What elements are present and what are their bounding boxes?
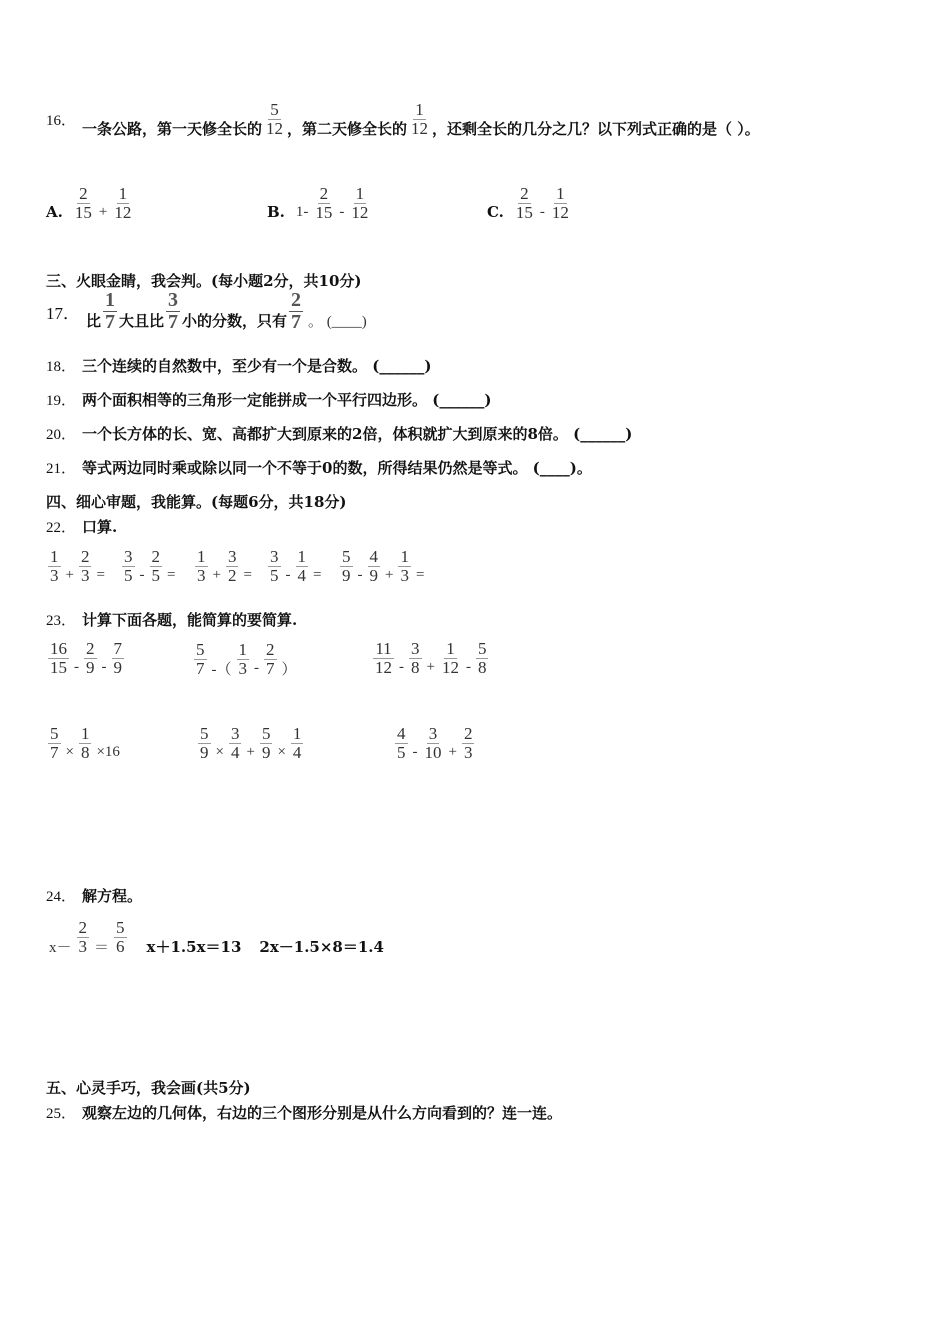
denominator: 4 [230, 742, 240, 762]
numerator: 1 [297, 547, 306, 566]
equation-2: x＋1.5x＝13 [146, 938, 242, 956]
fraction [77, 919, 90, 956]
fraction [48, 548, 61, 585]
question-19 [46, 389, 491, 410]
expr-text: × [215, 743, 224, 760]
fraction [237, 641, 250, 678]
fraction [514, 185, 535, 222]
expr-text: 。 (____) [308, 314, 367, 330]
section-4-heading: 四、细心审题，我能算。(每题6分，共18分) [46, 493, 347, 511]
fraction [79, 725, 92, 762]
numerator: 3 [411, 639, 420, 658]
fraction [226, 548, 239, 585]
numerator: 4 [369, 547, 378, 566]
expr-text: + [448, 743, 457, 760]
numerator: 1 [355, 184, 365, 203]
expr-text: = [96, 566, 105, 583]
denominator: 8 [411, 657, 420, 677]
expr-text: ，第二天修全长的 [287, 120, 408, 138]
expr-text: - [339, 203, 345, 220]
oral-expr [46, 548, 108, 585]
denominator: 3 [78, 937, 88, 956]
numerator: 1 [415, 100, 424, 120]
expr-text: - [74, 658, 79, 675]
option-a[interactable] [46, 185, 135, 222]
denominator: 3 [400, 565, 409, 585]
fraction [112, 185, 133, 222]
calc-expr [192, 640, 300, 679]
denominator: 7 [168, 311, 179, 333]
expr-text: + [426, 658, 435, 675]
question-number: 23． [46, 613, 77, 629]
question-number: 22． [46, 520, 77, 536]
expr-text: = [415, 566, 425, 583]
numerator: 1 [292, 724, 302, 743]
expr-text: ，还剩全长的几分之几？以下列式正确的是（ ）。 [432, 120, 760, 138]
numerator: 5 [477, 639, 487, 658]
expr-text: - [285, 566, 291, 583]
denominator: 5 [397, 742, 406, 762]
option-c[interactable] [487, 185, 573, 222]
denominator: 9 [200, 742, 209, 762]
fraction [409, 640, 422, 677]
numerator: 1 [400, 547, 409, 566]
numerator: 3 [270, 547, 279, 566]
expr-text: - [399, 658, 404, 675]
numerator: 2 [520, 184, 529, 203]
numerator: 3 [230, 724, 240, 743]
fraction [550, 185, 571, 222]
expr-text: + [246, 743, 255, 760]
section-5-heading: 五、心灵手巧，我会画(共5分) [46, 1079, 251, 1097]
denominator: 4 [292, 742, 302, 762]
numerator: 2 [319, 184, 329, 203]
calc-expr [46, 725, 123, 762]
numerator: 2 [291, 289, 302, 311]
numerator: 5 [270, 100, 279, 120]
numerator: 2 [86, 639, 95, 658]
expr-text: - [539, 203, 545, 220]
question-24 [46, 885, 142, 906]
fraction [373, 640, 394, 677]
fraction [313, 185, 334, 222]
fraction [114, 919, 127, 956]
fraction [462, 725, 475, 762]
numerator: 5 [200, 724, 209, 743]
question-text: 一个长方体的长、宽、高都扩大到原来的2倍，体积就扩大到原来的8倍。 (______) [82, 425, 633, 443]
fraction [260, 725, 273, 762]
expr-text: ×16 [96, 743, 120, 760]
denominator: 3 [463, 742, 473, 762]
numerator: 5 [196, 640, 205, 660]
numerator: 1 [80, 724, 90, 743]
denominator: 9 [86, 657, 95, 677]
fraction [268, 548, 281, 585]
question-text: 三个连续的自然数中，至少有一个是合数。 (______) [82, 357, 432, 375]
denominator: 12 [351, 202, 369, 222]
denominator: 3 [238, 659, 247, 678]
section-3-heading: 三、火眼金睛，我会判。(每小题2分，共10分) [46, 272, 362, 290]
option-expr [512, 185, 573, 222]
numerator: 5 [116, 918, 125, 938]
denominator: 2 [227, 565, 237, 585]
denominator: 9 [113, 657, 122, 677]
numerator: 5 [342, 547, 351, 566]
question-18 [46, 355, 431, 376]
expr-text: - [357, 566, 363, 583]
fraction [440, 640, 461, 677]
denominator: 3 [50, 565, 59, 585]
option-expr [71, 185, 135, 222]
fraction [84, 640, 97, 677]
oral-expr [266, 548, 324, 585]
question-text: 计算下面各题，能简算的要简算. [82, 611, 298, 629]
question-17-text [86, 290, 370, 333]
fraction [264, 641, 277, 678]
denominator: 7 [105, 311, 116, 333]
fraction [264, 101, 285, 138]
numerator: 1 [50, 547, 59, 566]
fraction [395, 725, 408, 762]
question-number: 19． [46, 393, 77, 409]
numerator: 11 [375, 639, 392, 658]
fraction [48, 725, 61, 762]
denominator: 12 [441, 657, 459, 677]
denominator: 4 [297, 565, 306, 585]
denominator: 5 [151, 565, 160, 585]
denominator: 9 [369, 565, 378, 585]
denominator: 7 [266, 659, 275, 678]
denominator: 15 [74, 202, 92, 222]
oral-expr [193, 548, 255, 585]
expr-text: 1- [295, 203, 309, 220]
fraction [398, 548, 411, 585]
question-16 [46, 100, 760, 139]
fraction [349, 185, 370, 222]
expr-text: - [465, 658, 471, 675]
fraction [476, 640, 489, 677]
fraction [48, 640, 69, 677]
expr-text: ） [281, 662, 297, 678]
fraction [198, 725, 211, 762]
denominator: 3 [80, 565, 90, 585]
question-number: 24． [46, 889, 77, 905]
question-text: 两个面积相等的三角形一定能拼成一个平行四边形。 (______) [82, 391, 492, 409]
option-label: A. [46, 203, 63, 222]
denominator: 5 [124, 565, 133, 585]
numerator: 1 [238, 640, 247, 660]
numerator: 2 [463, 724, 473, 743]
denominator: 12 [375, 657, 392, 677]
denominator: 15 [315, 202, 333, 222]
question-text: 等式两边同时乘或除以同一个不等于0的数，所得结果仍然是等式。 (____)。 [82, 459, 592, 477]
fraction [423, 725, 444, 762]
expr-text: + [98, 203, 108, 220]
expr-text: - [412, 743, 418, 760]
expr-text: x－ [49, 940, 72, 956]
equation-1 [46, 918, 129, 957]
fraction [73, 185, 94, 222]
question-number: 21． [46, 461, 77, 477]
denominator: 5 [270, 565, 279, 585]
oral-expr [338, 548, 427, 585]
expr-text: 小的分数，只有 [182, 312, 288, 330]
expr-text: = [167, 566, 176, 583]
numerator: 2 [79, 184, 88, 203]
oral-expr [120, 548, 178, 585]
question-23 [46, 609, 297, 630]
question-text: 观察左边的几何体，右边的三个图形分别是从什么方向看到的？连一连。 [82, 1104, 563, 1122]
question-text: 口算. [82, 518, 118, 536]
expr-text: -（ [211, 662, 232, 678]
question-number: 20． [46, 427, 77, 443]
numerator: 2 [151, 547, 160, 566]
numerator: 5 [50, 724, 59, 743]
fraction [340, 548, 353, 585]
option-b[interactable] [267, 185, 372, 222]
question-number: 16． [46, 113, 77, 129]
option-label: C. [487, 203, 504, 222]
option-expr [293, 185, 373, 222]
denominator: 15 [50, 657, 67, 677]
numerator: 1 [556, 184, 565, 203]
question-number: 18． [46, 359, 77, 375]
question-16-text [82, 100, 760, 139]
equations [46, 918, 384, 957]
numerator: 3 [168, 289, 179, 311]
fraction [103, 290, 117, 333]
expr-text: - [139, 566, 145, 583]
question-22 [46, 516, 117, 537]
fraction [291, 725, 304, 762]
fraction [296, 548, 309, 585]
question-text: 解方程。 [82, 887, 143, 905]
expr-text: × [277, 743, 286, 760]
denominator: 12 [114, 202, 132, 222]
fraction [289, 290, 303, 333]
numerator: 1 [197, 547, 206, 566]
fraction [166, 290, 180, 333]
numerator: 2 [266, 640, 275, 660]
numerator: 1 [118, 184, 128, 203]
denominator: 15 [515, 202, 533, 222]
denominator: 12 [551, 202, 569, 222]
expr-text: 一条公路，第一天修全长的 [82, 120, 263, 138]
denominator: 3 [197, 565, 206, 585]
expr-text: × [65, 743, 74, 760]
expr-text: = [313, 566, 322, 583]
question-number: 17． [46, 304, 80, 323]
denominator: 9 [342, 565, 351, 585]
expr-text: - [254, 660, 259, 676]
expr-text: 大且比 [119, 312, 165, 330]
option-label: B. [267, 203, 285, 222]
question-21 [46, 457, 592, 478]
fraction [112, 640, 125, 677]
expr-text: + [385, 566, 394, 583]
denominator: 12 [266, 119, 284, 138]
expr-text: + [212, 566, 221, 583]
numerator: 1 [105, 289, 116, 311]
fraction [409, 101, 430, 138]
numerator: 2 [78, 918, 88, 938]
fraction [229, 725, 242, 762]
fraction [368, 548, 381, 585]
denominator: 7 [196, 659, 205, 678]
numerator: 1 [446, 639, 455, 658]
fraction [194, 641, 207, 678]
denominator: 7 [291, 311, 302, 333]
denominator: 10 [424, 742, 442, 762]
denominator: 8 [80, 742, 90, 762]
expr-text: 比 [86, 312, 102, 330]
denominator: 8 [477, 657, 487, 677]
expr-text: = [243, 566, 252, 583]
numerator: 7 [113, 639, 122, 658]
numerator: 3 [227, 547, 237, 566]
fraction [150, 548, 163, 585]
numerator: 4 [397, 724, 406, 743]
fraction [195, 548, 208, 585]
numerator: 3 [124, 547, 133, 566]
question-25 [46, 1102, 562, 1123]
expr-text: - [101, 658, 107, 675]
denominator: 6 [116, 937, 125, 956]
question-number: 25． [46, 1106, 77, 1122]
equation-3: 2x－1.5×8＝1.4 [259, 938, 384, 956]
calc-expr [393, 725, 476, 762]
numerator: 2 [80, 547, 90, 566]
denominator: 7 [50, 742, 59, 762]
denominator: 9 [261, 742, 271, 762]
fraction [122, 548, 135, 585]
question-17 [46, 290, 370, 333]
calc-expr [196, 725, 305, 762]
denominator: 12 [411, 119, 429, 138]
expr-text: + [65, 566, 74, 583]
numerator: 5 [261, 724, 271, 743]
fraction [79, 548, 92, 585]
calc-expr [46, 640, 126, 677]
calc-expr [371, 640, 490, 677]
question-20 [46, 423, 632, 444]
numerator: 16 [50, 639, 67, 658]
numerator: 3 [428, 724, 438, 743]
expr-text: ＝ [94, 940, 110, 956]
